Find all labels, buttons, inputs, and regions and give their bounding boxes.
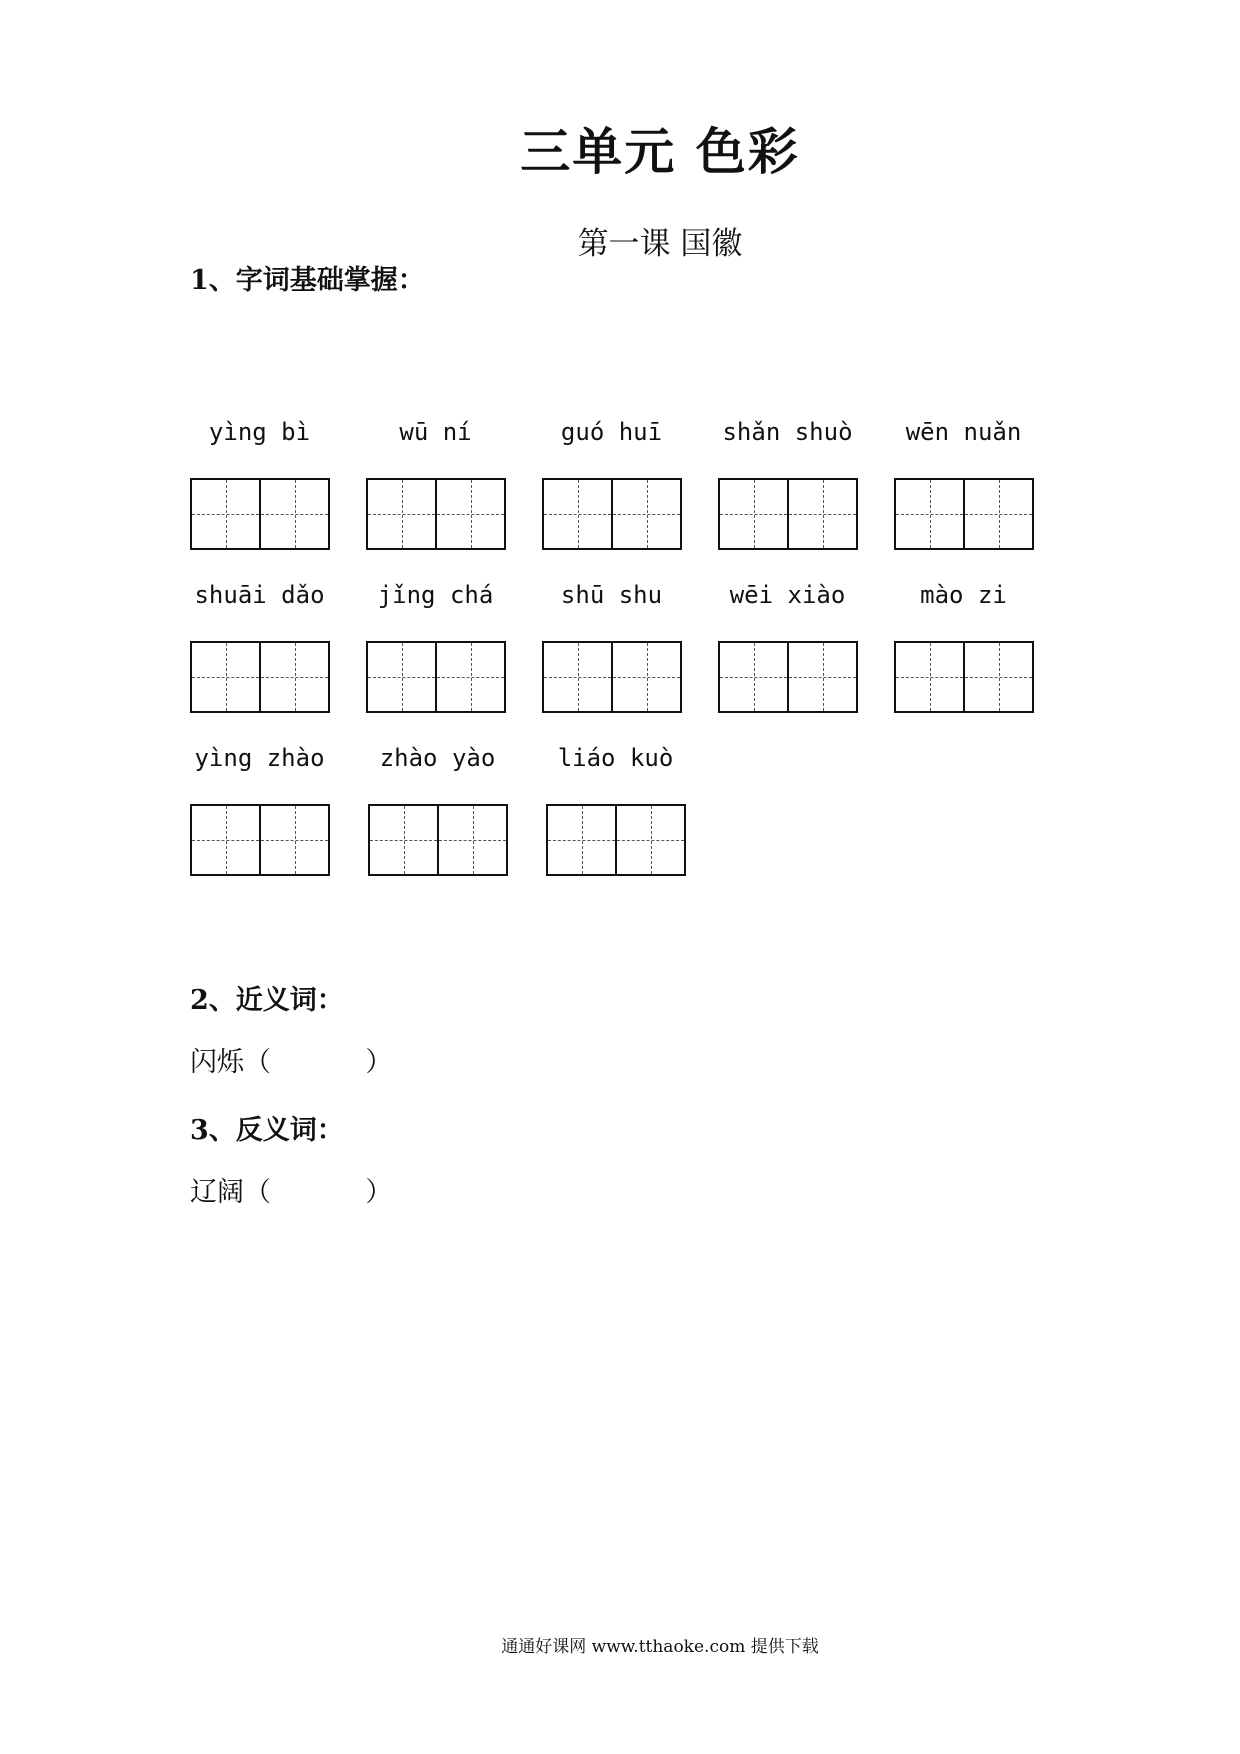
writing-box[interactable] xyxy=(896,480,963,548)
pinyin-label: yìng bì xyxy=(208,418,311,446)
pinyin-label: shū shu xyxy=(560,581,663,609)
writing-box[interactable] xyxy=(544,480,611,548)
writing-box[interactable] xyxy=(963,480,1032,548)
pinyin-label: wēn nuǎn xyxy=(905,418,1022,446)
pinyin-label: wēi xiào xyxy=(729,581,846,609)
writing-box[interactable] xyxy=(548,806,615,874)
writing-box[interactable] xyxy=(720,643,787,711)
writing-box[interactable] xyxy=(368,643,435,711)
antonym-blank[interactable]: 辽阔（ ） xyxy=(190,1177,393,1208)
writing-box[interactable] xyxy=(370,806,437,874)
pinyin-label: wū ní xyxy=(399,418,472,446)
footer-credit: 通通好课网 www.tthaoke.com 提供下载 xyxy=(501,1637,819,1657)
pinyin-writing-grid xyxy=(190,418,1070,907)
pinyin-label: mào zi xyxy=(920,581,1007,609)
writing-box[interactable] xyxy=(259,480,328,548)
lesson-title: 第一课 国徽 xyxy=(577,226,743,262)
word-item xyxy=(718,581,894,744)
writing-box[interactable] xyxy=(192,480,259,548)
writing-box[interactable] xyxy=(720,480,787,548)
writing-box-pair[interactable] xyxy=(894,478,1034,550)
writing-box-pair[interactable] xyxy=(190,804,330,876)
pinyin-label: yìng zhào xyxy=(194,744,325,772)
writing-box[interactable] xyxy=(615,806,684,874)
writing-box-pair[interactable] xyxy=(894,641,1034,713)
section-1-heading: 1、字词基础掌握： xyxy=(190,265,425,296)
pinyin-label: zhào yào xyxy=(379,744,496,772)
pinyin-label: guó huī xyxy=(560,418,663,446)
section-2-heading: 2、近义词： xyxy=(190,985,344,1016)
word-item xyxy=(366,581,542,744)
unit-title: 三单元 色彩 xyxy=(520,122,800,181)
writing-box[interactable] xyxy=(611,480,680,548)
word-item xyxy=(546,744,724,907)
writing-box-pair[interactable] xyxy=(546,804,686,876)
pinyin-label: shǎn shuò xyxy=(722,418,853,446)
word-item xyxy=(190,581,366,744)
writing-box[interactable] xyxy=(787,643,856,711)
writing-box-pair[interactable] xyxy=(368,804,508,876)
pinyin-label: shuāi dǎo xyxy=(194,581,325,609)
writing-box[interactable] xyxy=(435,480,504,548)
writing-box[interactable] xyxy=(368,480,435,548)
word-item xyxy=(366,418,542,581)
writing-box[interactable] xyxy=(435,643,504,711)
writing-box[interactable] xyxy=(259,806,328,874)
writing-box-pair[interactable] xyxy=(718,478,858,550)
pinyin-row xyxy=(190,744,1070,907)
writing-box[interactable] xyxy=(544,643,611,711)
word-item xyxy=(894,418,1070,581)
writing-box[interactable] xyxy=(437,806,506,874)
writing-box-pair[interactable] xyxy=(542,478,682,550)
pinyin-label: jǐng chá xyxy=(377,581,494,609)
pinyin-row xyxy=(190,418,1070,581)
pinyin-label: liáo kuò xyxy=(557,744,674,772)
writing-box[interactable] xyxy=(192,643,259,711)
word-item xyxy=(718,418,894,581)
writing-box-pair[interactable] xyxy=(542,641,682,713)
writing-box[interactable] xyxy=(787,480,856,548)
section-3-heading: 3、反义词： xyxy=(190,1115,344,1146)
writing-box-pair[interactable] xyxy=(190,478,330,550)
writing-box[interactable] xyxy=(192,806,259,874)
word-item xyxy=(894,581,1070,744)
writing-box[interactable] xyxy=(259,643,328,711)
writing-box[interactable] xyxy=(963,643,1032,711)
writing-box-pair[interactable] xyxy=(366,641,506,713)
writing-box-pair[interactable] xyxy=(366,478,506,550)
word-item xyxy=(542,581,718,744)
writing-box-pair[interactable] xyxy=(190,641,330,713)
pinyin-row xyxy=(190,581,1070,744)
word-item xyxy=(190,744,368,907)
word-item xyxy=(190,418,366,581)
word-item xyxy=(542,418,718,581)
writing-box[interactable] xyxy=(611,643,680,711)
word-item xyxy=(368,744,546,907)
writing-box[interactable] xyxy=(896,643,963,711)
writing-box-pair[interactable] xyxy=(718,641,858,713)
synonym-blank[interactable]: 闪烁（ ） xyxy=(190,1047,393,1078)
